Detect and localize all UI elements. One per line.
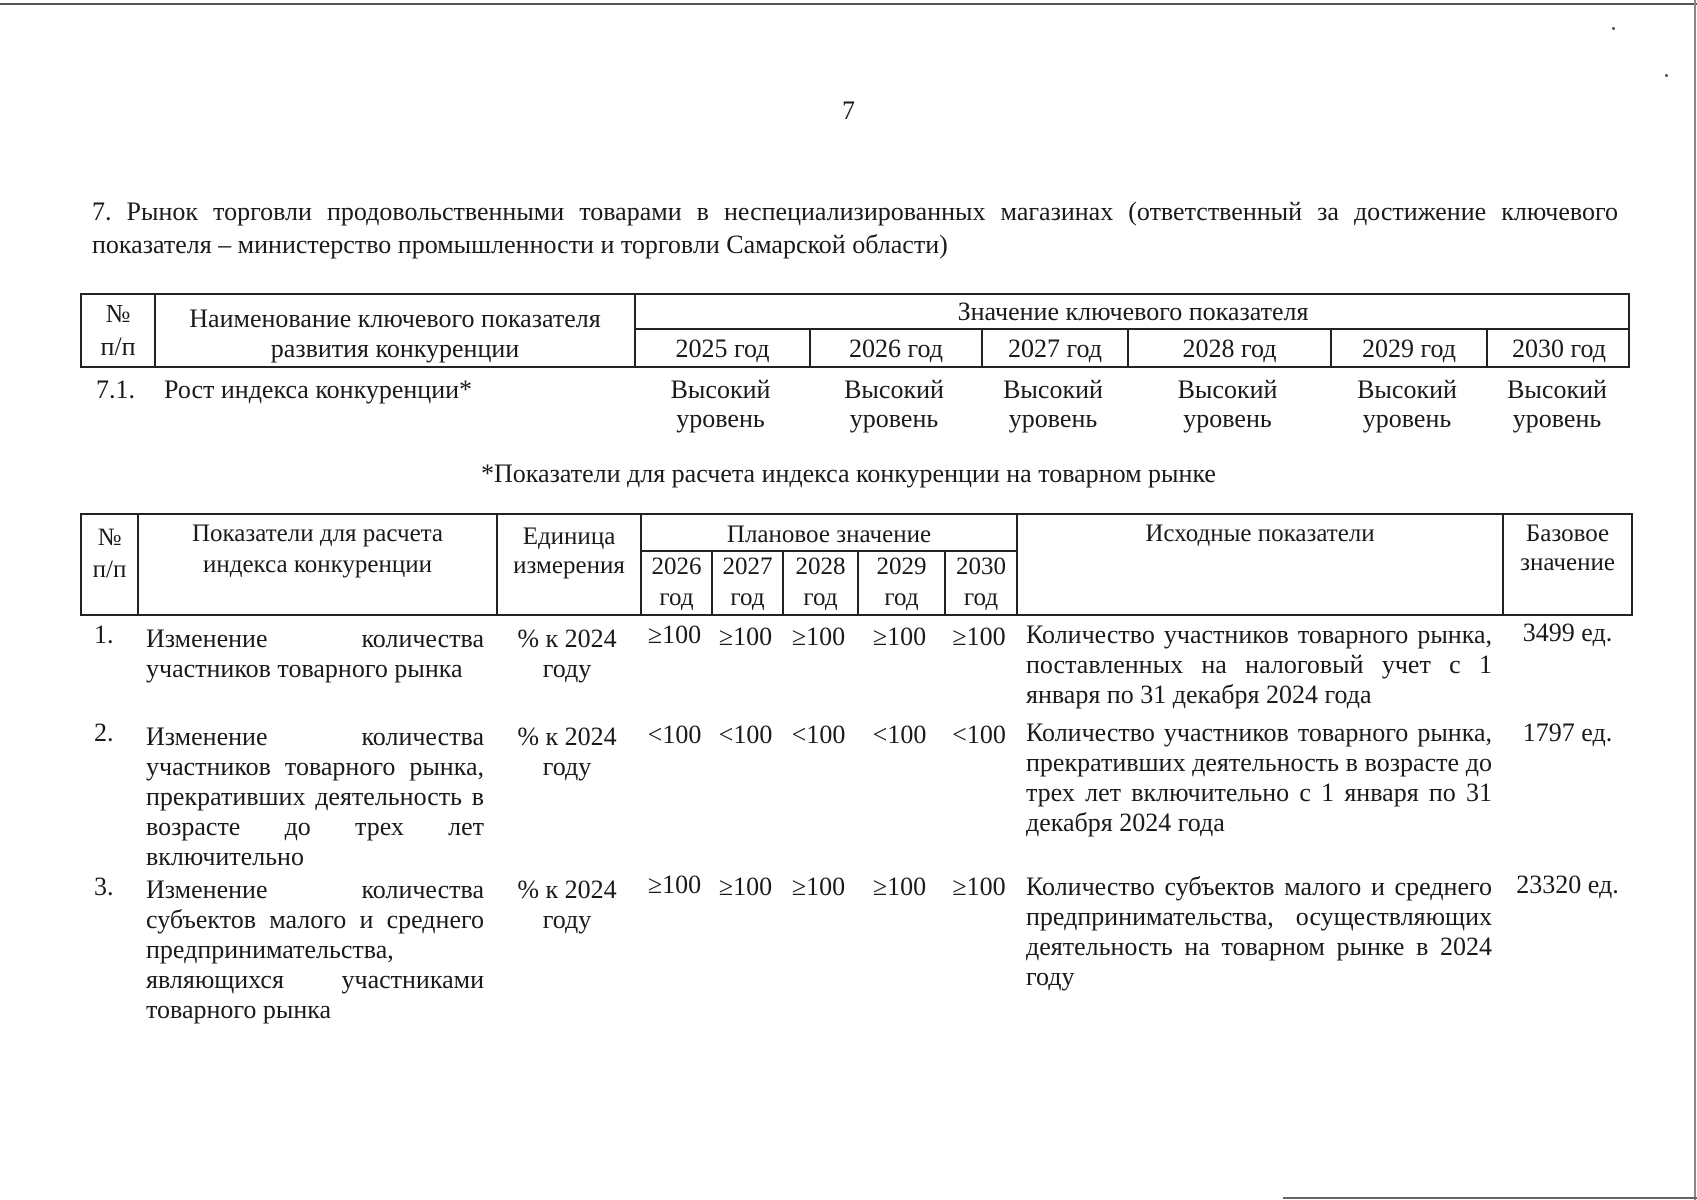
plan-value: <100 [952, 720, 1006, 749]
h-plan-year: 2026 [651, 553, 702, 580]
year-value: уровень [1512, 404, 1602, 433]
source-text: Количество участников товарного рынка, прекративших деятельность в возрасте до трех лет включительно с 1 января по 31 декабря 2024 года [1026, 718, 1492, 837]
h-base: Базовое [1525, 520, 1610, 547]
unit-text: году [542, 654, 592, 683]
year-header: 2030 год [1512, 334, 1606, 363]
calculation-table-header [80, 513, 1633, 616]
year-header: 2026 год [849, 334, 943, 363]
h-indicator: Показатели для расчета [191, 520, 443, 547]
base-value: 23320 ед. [1516, 870, 1619, 899]
indicator-text: Изменение количества субъектов малого и среднего предпринимательства, являющихся участниками товарного рынка [146, 875, 484, 1024]
h-base: значение [1520, 549, 1615, 576]
plan-value: <100 [791, 720, 846, 749]
unit-text: % к 2024 [517, 875, 617, 904]
h-plan-year: 2029 [876, 553, 927, 580]
h-unit: измерения [513, 552, 625, 579]
h-plan: Плановое значение [726, 521, 932, 548]
year-header: 2029 год [1362, 334, 1456, 363]
base-value: 1797 ед. [1522, 718, 1613, 747]
h-plan-year: 2028 [795, 553, 846, 580]
year-value: Высокий [670, 375, 771, 404]
h-plan-year-suffix: год [730, 584, 765, 611]
col-num-label: п/п [100, 332, 136, 361]
year-header: 2028 год [1182, 334, 1277, 363]
plan-value: <100 [718, 720, 773, 749]
plan-value: ≥100 [872, 622, 927, 651]
row-number: 3. [94, 872, 114, 901]
h-plan-year: 2027 [722, 553, 773, 580]
year-value: уровень [1362, 404, 1452, 433]
scan-border-right [1694, 0, 1696, 1200]
indicator-text: Изменение количества участников товарного рынка [146, 624, 484, 683]
plan-value: ≥100 [791, 872, 846, 901]
year-value: Высокий [1507, 375, 1607, 404]
year-value: Высокий [1357, 375, 1457, 404]
plan-value: <100 [647, 720, 702, 749]
unit-text: году [542, 905, 592, 934]
h-plan-year: 2030 [956, 553, 1006, 580]
year-value: уровень [676, 404, 765, 433]
scan-border-bottom [1283, 1197, 1697, 1199]
section-title: 7. Рынок торговли продовольственными товарами в неспециализированных магазинах (ответственный за достижение ключевого показателя – министерство промышленности и торговли Самарской области) [92, 197, 1618, 259]
scan-speck [1665, 74, 1668, 77]
plan-value: ≥100 [647, 620, 702, 649]
indicator-name: Рост индекса конкуренции* [164, 375, 473, 404]
source-text: Количество субъектов малого и среднего предпринимательства, осуществляющих деятельность на товарном рынке в 2024 году [1026, 872, 1492, 991]
col-name-label: Наименование ключевого показателя [189, 304, 601, 333]
row-number: 7.1. [96, 375, 135, 404]
h-num: № [97, 524, 122, 551]
plan-value: ≥100 [952, 872, 1006, 901]
plan-value: ≥100 [791, 622, 846, 651]
year-value: уровень [849, 404, 939, 433]
year-header: 2025 год [675, 334, 770, 363]
scan-speck [1612, 27, 1615, 30]
h-plan-year-suffix: год [659, 584, 694, 611]
footnote-title: *Показатели для расчета индекса конкуренции на товарном рынке [481, 459, 1216, 488]
h-plan-year-suffix: год [963, 584, 999, 611]
value-group-header: Значение ключевого показателя [957, 297, 1309, 326]
plan-value: <100 [872, 720, 927, 749]
indicator-text: Изменение количества участников товарного рынка, прекративших деятельность в возрасте до трех лет включительно [146, 722, 484, 871]
col-name-label: развития конкуренции [270, 334, 520, 363]
plan-value: ≥100 [718, 872, 773, 901]
year-value: уровень [1183, 404, 1272, 433]
year-value: Высокий [844, 375, 944, 404]
unit-text: % к 2024 [517, 722, 617, 751]
unit-text: году [542, 752, 592, 781]
scan-border-top [0, 3, 1697, 5]
page-number: 7 [842, 96, 855, 125]
row-number: 1. [94, 620, 114, 649]
year-value: Высокий [1003, 375, 1103, 404]
h-indicator: индекса конкуренции [202, 551, 432, 578]
h-plan-year-suffix: год [884, 584, 919, 611]
plan-value: ≥100 [718, 622, 773, 651]
base-value: 3499 ед. [1522, 618, 1613, 647]
source-text: Количество участников товарного рынка, поставленных на налоговый учет с 1 января по 31 декабря 2024 года [1026, 620, 1492, 709]
plan-value: ≥100 [952, 622, 1006, 651]
unit-text: % к 2024 [517, 624, 617, 653]
h-num: п/п [92, 556, 127, 583]
col-num-label: № [105, 299, 131, 328]
year-value: Высокий [1177, 375, 1278, 404]
key-indicator-table-header [80, 293, 1630, 368]
plan-value: ≥100 [872, 872, 927, 901]
h-unit: Единица [522, 523, 616, 550]
h-plan-year-suffix: год [803, 584, 838, 611]
year-value: уровень [1008, 404, 1098, 433]
row-number: 2. [94, 718, 114, 747]
h-source: Исходные показатели [1145, 520, 1375, 547]
year-header: 2027 год [1008, 334, 1102, 363]
plan-value: ≥100 [647, 870, 702, 899]
